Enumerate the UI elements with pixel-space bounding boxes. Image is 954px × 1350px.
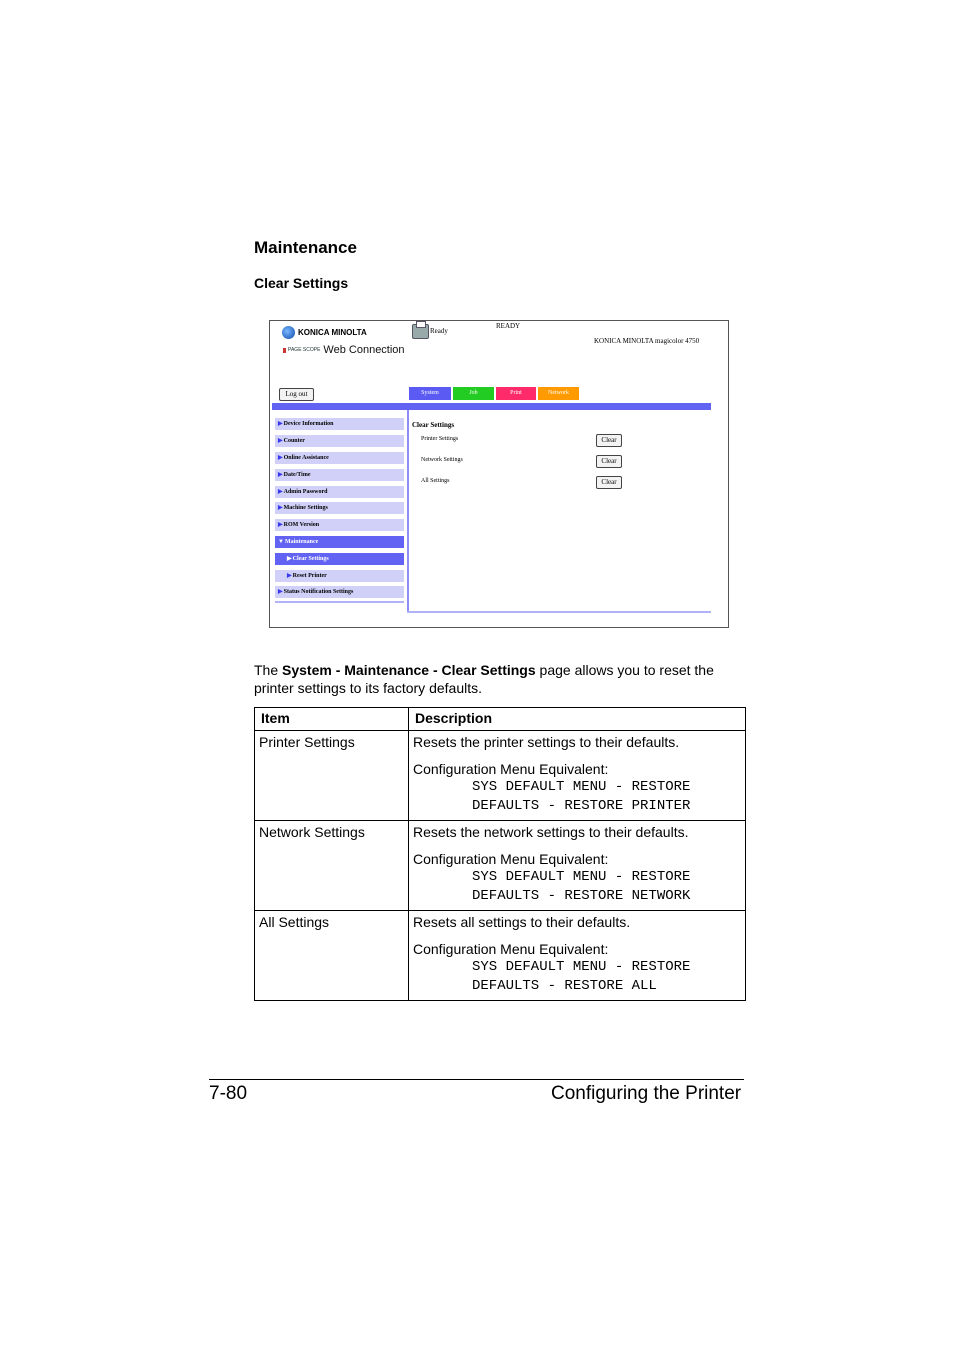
item-cell: Network Settings [255, 821, 409, 911]
menu-path-code: SYS DEFAULT MENU - RESTORE [472, 779, 691, 795]
tab-system[interactable]: System [409, 387, 451, 400]
page-number: 7-80 [209, 1083, 248, 1104]
panel-divider [407, 410, 409, 612]
arrow-right-icon: ▶ [278, 489, 283, 495]
tab-job[interactable]: Job [453, 387, 494, 400]
arrow-right-icon: ▶ [287, 573, 292, 579]
arrow-right-icon: ▶ [278, 455, 283, 461]
globe-icon [282, 326, 295, 339]
table-row [255, 821, 746, 911]
sidebar-item-rom-version[interactable]: ▶ROM Version [275, 519, 404, 531]
arrow-right-icon: ▶ [278, 589, 283, 595]
arrow-right-icon: ▶ [287, 556, 292, 562]
column-header-item: Item [255, 708, 409, 731]
sidebar-subitem-clear-settings[interactable]: ▶Clear Settings [275, 553, 404, 565]
table-row [255, 911, 746, 1001]
web-connection-logo [283, 344, 405, 356]
item-cell: Printer Settings [255, 731, 409, 821]
sidebar-item-admin-password[interactable]: ▶Admin Password [275, 486, 404, 498]
footer-divider [209, 1079, 744, 1080]
table-header-row [255, 708, 746, 731]
tab-network[interactable]: Network [538, 387, 579, 400]
arrow-right-icon: ▶ [278, 421, 283, 427]
clear-printer-settings-button[interactable]: Clear [596, 434, 622, 447]
arrow-right-icon: ▶ [278, 438, 283, 444]
brand-logo [282, 326, 367, 339]
sidebar-item-machine-settings[interactable]: ▶Machine Settings [275, 502, 404, 514]
menu-path-code: SYS DEFAULT MENU - RESTORE [472, 959, 691, 975]
menu-path-code: DEFAULTS - RESTORE PRINTER [472, 798, 691, 814]
menu-path-code: DEFAULTS - RESTORE ALL [472, 978, 657, 994]
brand-name: KONICA MINOLTA [298, 328, 367, 337]
header-divider [272, 403, 711, 410]
column-header-description: Description [409, 708, 746, 731]
description-cell: Resets the printer settings to their defaults. Configuration Menu Equivalent: SYS DEFAULT MENU - RESTORE DEFAULTS - RESTORE PRINTER [409, 731, 746, 821]
web-connection-screenshot [269, 320, 729, 628]
logout-button[interactable]: Log out [279, 388, 314, 401]
item-cell: All Settings [255, 911, 409, 1001]
clear-network-settings-button[interactable]: Clear [596, 455, 622, 468]
menu-path: System - Maintenance - Clear Settings [282, 662, 536, 678]
panel-title: Clear Settings [412, 421, 455, 429]
menu-path-code: DEFAULTS - RESTORE NETWORK [472, 888, 691, 904]
web-connection-label: Web Connection [323, 344, 405, 356]
sidebar-item-counter[interactable]: ▶Counter [275, 435, 404, 447]
status-icon-text: Ready [430, 327, 448, 335]
clear-all-settings-button[interactable]: Clear [596, 476, 622, 489]
arrow-right-icon: ▶ [278, 472, 283, 478]
intro-paragraph: The System - Maintenance - Clear Settings page allows you to reset the printer settings to its factory defaults. [254, 662, 714, 696]
sidebar-item-online-assistance[interactable]: ▶Online Assistance [275, 452, 404, 464]
subsection-title: Clear Settings [254, 275, 349, 291]
arrow-down-icon: ▼ [278, 539, 284, 545]
printer-settings-label: Printer Settings [421, 436, 459, 442]
sidebar-item-maintenance[interactable]: ▼Maintenance [275, 536, 404, 548]
pagescope-mark: PAGE SCOPE [283, 348, 320, 353]
panel-bottom-divider [407, 611, 711, 613]
description-cell: Resets the network settings to their defaults. Configuration Menu Equivalent: SYS DEFAULT MENU - RESTORE DEFAULTS - RESTORE NETWORK [409, 821, 746, 911]
sidebar-end-divider [275, 601, 404, 603]
menu-path-code: SYS DEFAULT MENU - RESTORE [472, 869, 691, 885]
sidebar-item-device-information[interactable]: ▶Device Information [275, 418, 404, 430]
section-title: Maintenance [254, 238, 357, 257]
network-settings-label: Network Settings [421, 457, 463, 463]
model-name: KONICA MINOLTA magicolor 4750 [594, 337, 700, 345]
sidebar-item-date-time[interactable]: ▶Date/Time [275, 469, 404, 481]
arrow-right-icon: ▶ [278, 522, 283, 528]
tab-print[interactable]: Print [496, 387, 536, 400]
chapter-title: Configuring the Printer [551, 1083, 742, 1104]
sidebar-subitem-reset-printer[interactable]: ▶Reset Printer [275, 570, 404, 582]
description-cell: Resets all settings to their defaults. Configuration Menu Equivalent: SYS DEFAULT MENU - RESTORE DEFAULTS - RESTORE ALL [409, 911, 746, 1001]
table-row [255, 731, 746, 821]
settings-table [254, 707, 746, 1001]
all-settings-label: All Settings [421, 478, 450, 484]
printer-icon [412, 324, 429, 339]
sidebar-item-status-notification-settings[interactable]: ▶Status Notification Settings [275, 586, 404, 598]
arrow-right-icon: ▶ [278, 505, 283, 511]
status-text: READY [496, 322, 521, 330]
